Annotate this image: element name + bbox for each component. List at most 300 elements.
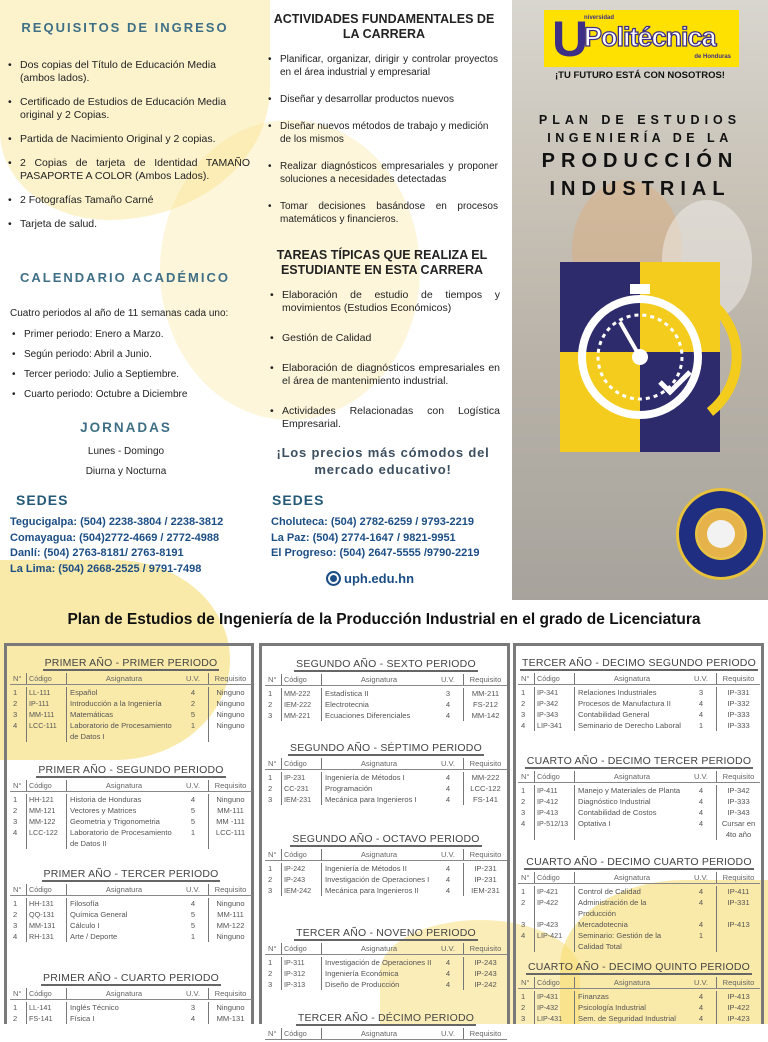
table-row <box>265 885 507 896</box>
column-header: Asignatura <box>321 849 433 860</box>
table-row <box>518 698 760 709</box>
table-cell: Investigación de Operaciones II <box>321 957 433 968</box>
table-cell: 2 <box>13 1014 18 1023</box>
table-cell: IP-421 <box>534 886 574 897</box>
table-cell: Contabilidad General <box>574 709 686 720</box>
column-header: Código <box>281 674 321 685</box>
list-item: • Tomar decisiones basándose en procesos matemáticos y financieros. <box>268 200 498 226</box>
table-cell: IP-412 <box>534 796 574 807</box>
table-cell: 4 <box>445 980 451 989</box>
table-cell: Ninguno <box>208 687 252 698</box>
jornadas-days: Lunes - Domingo <box>87 446 165 457</box>
list-item: • Cuarto periodo: Octubre a Diciembre <box>12 388 250 401</box>
period-table <box>265 1012 507 1042</box>
table-row <box>265 772 507 783</box>
list-item: • Realizar diagnósticos empresariales y proponer soluciones a necesidades detectadas <box>268 160 498 186</box>
table-cell: 4 <box>698 710 704 719</box>
column-header: Código <box>534 673 574 684</box>
column-header: N° <box>521 873 530 882</box>
table-cell: Ninguno <box>208 931 252 942</box>
table-cell: HH-121 <box>26 794 66 805</box>
table-cell: 4 <box>698 992 704 1001</box>
table-row <box>518 709 760 720</box>
column-header: Asignatura <box>321 943 433 954</box>
table-row <box>10 805 252 816</box>
table-cell: IP-231 <box>463 863 507 874</box>
table-row <box>518 796 760 807</box>
requisitos-title: REQUISITOS DE INGRESO <box>21 20 229 35</box>
table-header <box>10 673 252 685</box>
column-header: Asignatura <box>66 884 178 895</box>
university-seal <box>676 488 766 580</box>
table-row <box>265 699 507 710</box>
table-header <box>10 884 252 896</box>
table-cell: 5 <box>190 710 196 719</box>
website-text: uph.edu.hn <box>344 571 415 586</box>
table-cell: Mecánica para Ingenieros I <box>321 794 433 805</box>
column-header: N° <box>268 759 277 768</box>
table-cell: 4 <box>190 1014 196 1023</box>
table-cell: Contabilidad de Costos <box>574 807 686 818</box>
table-cell: FS-212 <box>463 699 507 710</box>
column-header: Requisito <box>208 780 252 791</box>
table-cell: Filosofía <box>66 898 178 909</box>
table-row <box>518 991 760 1002</box>
table-cell: 2 <box>521 898 526 907</box>
column-header: N° <box>13 989 22 998</box>
table-header <box>265 1028 507 1040</box>
table-cell: 4 <box>445 864 451 873</box>
period-table <box>265 833 507 896</box>
table-row <box>265 863 507 874</box>
column-header: N° <box>521 978 530 987</box>
period-table <box>265 658 507 721</box>
table-row <box>265 794 507 805</box>
table-cell: 2 <box>13 910 18 919</box>
period-title: SEGUNDO AÑO - SÉPTIMO PERIODO <box>290 742 482 754</box>
table-cell: 1 <box>13 688 18 697</box>
table-cell: IP-342 <box>534 698 574 709</box>
list-item: • Planificar, organizar, dirigir y controlar proyectos en el área industrial y empresarial <box>268 53 498 79</box>
website-link[interactable] <box>326 571 414 586</box>
column-header: Código <box>534 771 574 782</box>
column-header: Código <box>281 1028 321 1039</box>
table-row <box>265 968 507 979</box>
table-cell: LCC-122 <box>26 827 66 849</box>
column-header: Código <box>26 988 66 999</box>
table-row <box>518 919 760 930</box>
period-table <box>10 764 252 849</box>
column-header: Asignatura <box>574 771 686 782</box>
cover-title <box>512 111 768 203</box>
table-cell: 4 <box>445 886 451 895</box>
column-header: U.V. <box>185 989 201 998</box>
table-row <box>10 1002 252 1013</box>
gear-stopwatch-icon <box>560 262 760 462</box>
table-cell: 4 <box>445 969 451 978</box>
table-cell: LIP-421 <box>534 930 574 952</box>
table-row <box>10 1013 252 1024</box>
table-cell: 4 <box>521 721 526 730</box>
table-cell: IP-231 <box>463 874 507 885</box>
calendario-title: CALENDARIO ACADÉMICO <box>20 270 230 285</box>
table-cell: LCC-111 <box>26 720 66 742</box>
table-cell: Introducción a la Ingeniería <box>66 698 178 709</box>
table-cell: MM-122 <box>208 920 252 931</box>
column-header: U.V. <box>440 759 456 768</box>
calendario-intro: Cuatro periodos al año de 11 semanas cada uno: <box>10 308 229 319</box>
table-cell: FS-141 <box>463 794 507 805</box>
table-cell <box>716 930 760 952</box>
table-cell: IP-411 <box>534 785 574 796</box>
table-cell: Inglés Técnico <box>66 1002 178 1013</box>
table-cell: 4 <box>445 773 451 782</box>
table-cell: LCC-122 <box>463 783 507 794</box>
table-cell: IP-342 <box>716 785 760 796</box>
table-cell: 2 <box>13 806 18 815</box>
table-cell: 3 <box>521 710 526 719</box>
table-cell: 2 <box>190 699 196 708</box>
table-row <box>10 920 252 931</box>
table-header <box>265 758 507 770</box>
table-row <box>518 807 760 818</box>
table-cell: IP-343 <box>716 807 760 818</box>
column-header: U.V. <box>185 781 201 790</box>
cover-line: PLAN DE ESTUDIOS <box>538 113 742 127</box>
table-cell: Ninguno <box>208 720 252 742</box>
period-table <box>265 742 507 805</box>
column-header: U.V. <box>440 1029 456 1038</box>
table-cell: IP-243 <box>463 957 507 968</box>
table-row <box>10 709 252 720</box>
table-row <box>10 909 252 920</box>
table-header <box>518 771 760 783</box>
table-header <box>265 674 507 686</box>
column-header: N° <box>13 885 22 894</box>
column-header: U.V. <box>693 772 709 781</box>
table-cell: LCC-111 <box>208 827 252 849</box>
actividades-list <box>268 53 498 238</box>
table-cell: IP-331 <box>716 687 760 698</box>
table-cell: 4 <box>698 797 704 806</box>
table-cell: Diseño de Producción <box>321 979 433 990</box>
table-row <box>10 827 252 849</box>
table-cell: IP-311 <box>281 957 321 968</box>
sedes-left-list <box>10 515 255 577</box>
column-header: Requisito <box>208 673 252 684</box>
table-cell: 3 <box>190 1003 196 1012</box>
table-cell: IP-411 <box>716 886 760 897</box>
column-header: Requisito <box>463 1028 507 1039</box>
logo-u: U <box>552 11 589 67</box>
jornadas-title: JORNADAS <box>80 420 172 435</box>
table-cell: Ingeniería Económica <box>321 968 433 979</box>
list-item: • Diseñar y desarrollar productos nuevos <box>268 93 498 106</box>
period-table <box>265 927 507 990</box>
column-header: Código <box>281 758 321 769</box>
table-cell: LL-141 <box>26 1002 66 1013</box>
table-cell: 1 <box>698 931 704 940</box>
table-cell: 4 <box>445 875 451 884</box>
table-cell: CC-231 <box>281 783 321 794</box>
table-row <box>518 886 760 897</box>
column-header: Requisito <box>208 988 252 999</box>
table-cell: FS-141 <box>26 1013 66 1024</box>
sede-phone: Comayagua: (504)2772-4669 / 2772-4988 <box>10 531 220 544</box>
table-cell: 1 <box>190 828 196 837</box>
list-item: • 2 Fotografías Tamaño Carné <box>8 194 250 207</box>
table-header <box>518 872 760 884</box>
table-row <box>518 1002 760 1013</box>
column-header: Código <box>26 673 66 684</box>
table-cell: IP-242 <box>281 863 321 874</box>
table-row <box>10 816 252 827</box>
table-row <box>518 930 760 952</box>
table-row <box>518 720 760 731</box>
column-header: Código <box>281 943 321 954</box>
table-cell: 2 <box>521 699 526 708</box>
table-cell: IP-343 <box>534 709 574 720</box>
table-cell: Español <box>66 687 178 698</box>
column-header: U.V. <box>185 674 201 683</box>
tareas-title: TAREAS TÍPICAS QUE REALIZA EL ESTUDIANTE EN ESTA CARRERA <box>276 248 488 277</box>
period-title: PRIMER AÑO - CUARTO PERIODO <box>43 972 219 984</box>
table-cell: MM-122 <box>26 816 66 827</box>
cover-line: INGENIERÍA DE LA <box>547 131 733 145</box>
table-cell: QQ-131 <box>26 909 66 920</box>
table-cell: 3 <box>13 710 18 719</box>
column-header: N° <box>13 674 22 683</box>
table-cell: Optativa I <box>574 818 686 840</box>
table-cell: MM-221 <box>281 710 321 721</box>
table-cell: 4 <box>521 931 526 940</box>
column-header: N° <box>268 1029 277 1038</box>
table-cell: Laboratorio de Procesamiento de Datos I <box>66 720 178 742</box>
column-header: Requisito <box>463 943 507 954</box>
table-cell: Ingeniería de Métodos I <box>321 772 433 783</box>
table-cell: Sem. de Seguridad Industrial <box>574 1013 686 1024</box>
list-item: • Certificado de Estudios de Educación Media original y 2 Copias. <box>8 96 250 122</box>
actividades-title: ACTIVIDADES FUNDAMENTALES DE LA CARRERA <box>273 12 495 41</box>
table-cell: Cursar en 4to año <box>716 818 760 840</box>
table-cell: IP-413 <box>716 919 760 930</box>
table-cell: 4 <box>190 795 196 804</box>
table-cell: MM-131 <box>208 1013 252 1024</box>
table-row <box>518 687 760 698</box>
table-cell: IP-242 <box>463 979 507 990</box>
table-row <box>265 979 507 990</box>
table-cell: 3 <box>521 920 526 929</box>
table-header <box>518 977 760 989</box>
cover-line: PRODUCCIÓN <box>541 150 739 172</box>
table-cell: Química General <box>66 909 178 920</box>
tareas-list <box>270 289 500 443</box>
table-cell: IP-333 <box>716 796 760 807</box>
jornadas-times: Diurna y Nocturna <box>85 466 167 477</box>
list-item: • Tarjeta de salud. <box>8 218 250 231</box>
table-cell: 4 <box>190 688 196 697</box>
table-cell: IP-333 <box>716 720 760 731</box>
table-cell: 1 <box>521 786 526 795</box>
period-table <box>518 657 760 731</box>
column-header: Asignatura <box>574 977 686 988</box>
column-header: N° <box>268 850 277 859</box>
table-cell: Seminario: Gestión de la Calidad Total <box>574 930 686 952</box>
table-cell: LIP-341 <box>534 720 574 731</box>
list-item: • Primer periodo: Enero a Marzo. <box>12 328 250 341</box>
table-cell: 1 <box>698 721 704 730</box>
column-header: N° <box>13 781 22 790</box>
table-cell: HH-131 <box>26 898 66 909</box>
table-cell: IP-423 <box>716 1013 760 1024</box>
table-cell: Ninguno <box>208 1002 252 1013</box>
table-cell: 4 <box>190 899 196 908</box>
column-header: Requisito <box>716 673 760 684</box>
table-cell: Matemáticas <box>66 709 178 720</box>
column-header: N° <box>521 674 530 683</box>
column-header: U.V. <box>185 885 201 894</box>
table-cell: Ninguno <box>208 794 252 805</box>
column-header: Código <box>534 977 574 988</box>
period-table <box>10 972 252 1024</box>
table-cell: 4 <box>521 819 526 828</box>
period-title: TERCER AÑO - DECIMO SEGUNDO PERIODO <box>522 657 756 669</box>
table-row <box>518 897 760 919</box>
column-header: Requisito <box>463 849 507 860</box>
sedes-right-list <box>271 515 509 562</box>
table-cell: IP-331 <box>716 897 760 919</box>
calendario-list <box>12 328 250 413</box>
table-row <box>518 785 760 796</box>
table-cell: 5 <box>190 921 196 930</box>
table-cell: 5 <box>190 910 196 919</box>
column-header: N° <box>521 772 530 781</box>
period-title: TERCER AÑO - NOVENO PERIODO <box>296 927 476 939</box>
column-header: Requisito <box>716 977 760 988</box>
table-cell: IP-422 <box>534 897 574 919</box>
list-item: • Gestión de Calidad <box>270 332 500 345</box>
period-table <box>10 868 252 942</box>
table-cell: MM -111 <box>208 816 252 827</box>
table-cell: 1 <box>521 887 526 896</box>
table-cell: Geometria y Trigonometria <box>66 816 178 827</box>
table-cell: IP-422 <box>716 1002 760 1013</box>
table-header <box>10 988 252 1000</box>
table-cell: 4 <box>698 819 704 828</box>
column-header: Requisito <box>463 758 507 769</box>
column-header: Requisito <box>208 884 252 895</box>
table-cell: 3 <box>268 711 273 720</box>
table-cell: 4 <box>445 700 451 709</box>
table-cell: 1 <box>268 864 273 873</box>
table-row <box>10 720 252 742</box>
table-cell: IP-431 <box>534 991 574 1002</box>
table-row <box>518 818 760 840</box>
table-cell: 4 <box>13 932 18 941</box>
table-cell: IEM-242 <box>281 885 321 896</box>
table-row <box>518 1013 760 1024</box>
table-cell: Manejo y Materiales de Planta <box>574 785 686 796</box>
table-cell: IP-313 <box>281 979 321 990</box>
table-cell: IP-413 <box>534 807 574 818</box>
table-row <box>265 957 507 968</box>
column-header: Asignatura <box>321 674 433 685</box>
table-cell: IP-111 <box>26 698 66 709</box>
table-cell: IP-512/13 <box>534 818 574 840</box>
table-cell: Ninguno <box>208 709 252 720</box>
table-cell: Laboratorio de Procesamiento de Datos II <box>66 827 178 849</box>
table-cell: 1 <box>13 899 18 908</box>
column-header: Asignatura <box>66 988 178 999</box>
table-cell: Diagnóstico Industrial <box>574 796 686 807</box>
table-cell: 1 <box>521 688 526 697</box>
sede-phone: El Progreso: (504) 2647-5555 /9790-2219 <box>271 547 480 559</box>
column-header: U.V. <box>440 675 456 684</box>
table-cell: MM-111 <box>208 909 252 920</box>
table-cell: 5 <box>190 817 196 826</box>
table-cell: IP-413 <box>716 991 760 1002</box>
table-cell: 1 <box>521 992 526 1001</box>
table-cell: MM-111 <box>26 709 66 720</box>
period-title: SEGUNDO AÑO - OCTAVO PERIODO <box>292 833 480 845</box>
globe-icon <box>326 571 341 586</box>
table-cell: Seminario de Derecho Laboral <box>574 720 686 731</box>
column-header: Requisito <box>463 674 507 685</box>
table-cell: IP-312 <box>281 968 321 979</box>
table-cell: Historia de Honduras <box>66 794 178 805</box>
period-title: PRIMER AÑO - PRIMER PERIODO <box>44 657 218 669</box>
table-cell: Vectores y Matrices <box>66 805 178 816</box>
column-header: N° <box>268 944 277 953</box>
table-cell: 1 <box>190 932 196 941</box>
cover-line: INDUSTRIAL <box>549 178 731 200</box>
table-cell: 4 <box>445 958 451 967</box>
table-cell: IP-231 <box>281 772 321 783</box>
table-cell: 4 <box>698 786 704 795</box>
table-cell: 1 <box>13 795 18 804</box>
table-cell: Psicología Industrial <box>574 1002 686 1013</box>
table-row <box>10 794 252 805</box>
table-cell: MM-211 <box>463 688 507 699</box>
table-cell: Arte / Deporte <box>66 931 178 942</box>
table-cell: 2 <box>521 797 526 806</box>
table-cell: IP-341 <box>534 687 574 698</box>
table-cell: IP-243 <box>281 874 321 885</box>
column-header: N° <box>268 675 277 684</box>
column-header: U.V. <box>693 873 709 882</box>
column-header: Asignatura <box>574 673 686 684</box>
period-title: CUARTO AÑO - DECIMO QUINTO PERIODO <box>527 961 751 973</box>
table-cell: 4 <box>698 887 704 896</box>
column-header: Código <box>26 884 66 895</box>
column-header: Asignatura <box>66 780 178 791</box>
table-cell: Mercadotecnia <box>574 919 686 930</box>
column-header: U.V. <box>693 674 709 683</box>
table-cell: IP-333 <box>716 709 760 720</box>
period-table <box>518 961 760 1024</box>
table-row <box>10 698 252 709</box>
slogan: ¡Los precios más cómodos del mercado educativo! <box>276 445 490 477</box>
period-table <box>518 755 760 840</box>
table-cell: Electrotecnia <box>321 699 433 710</box>
table-row <box>265 710 507 721</box>
table-cell: 4 <box>13 828 18 837</box>
list-item: • 2 Copias de tarjeta de Identidad TAMAÑO PASAPORTE A COLOR (Ambos Lados). <box>8 157 250 183</box>
sede-phone: La Lima: (504) 2668-2525 / 9791-7498 <box>10 562 202 575</box>
university-logo <box>544 10 739 67</box>
table-cell: IP-243 <box>463 968 507 979</box>
table-cell: 4 <box>698 920 704 929</box>
